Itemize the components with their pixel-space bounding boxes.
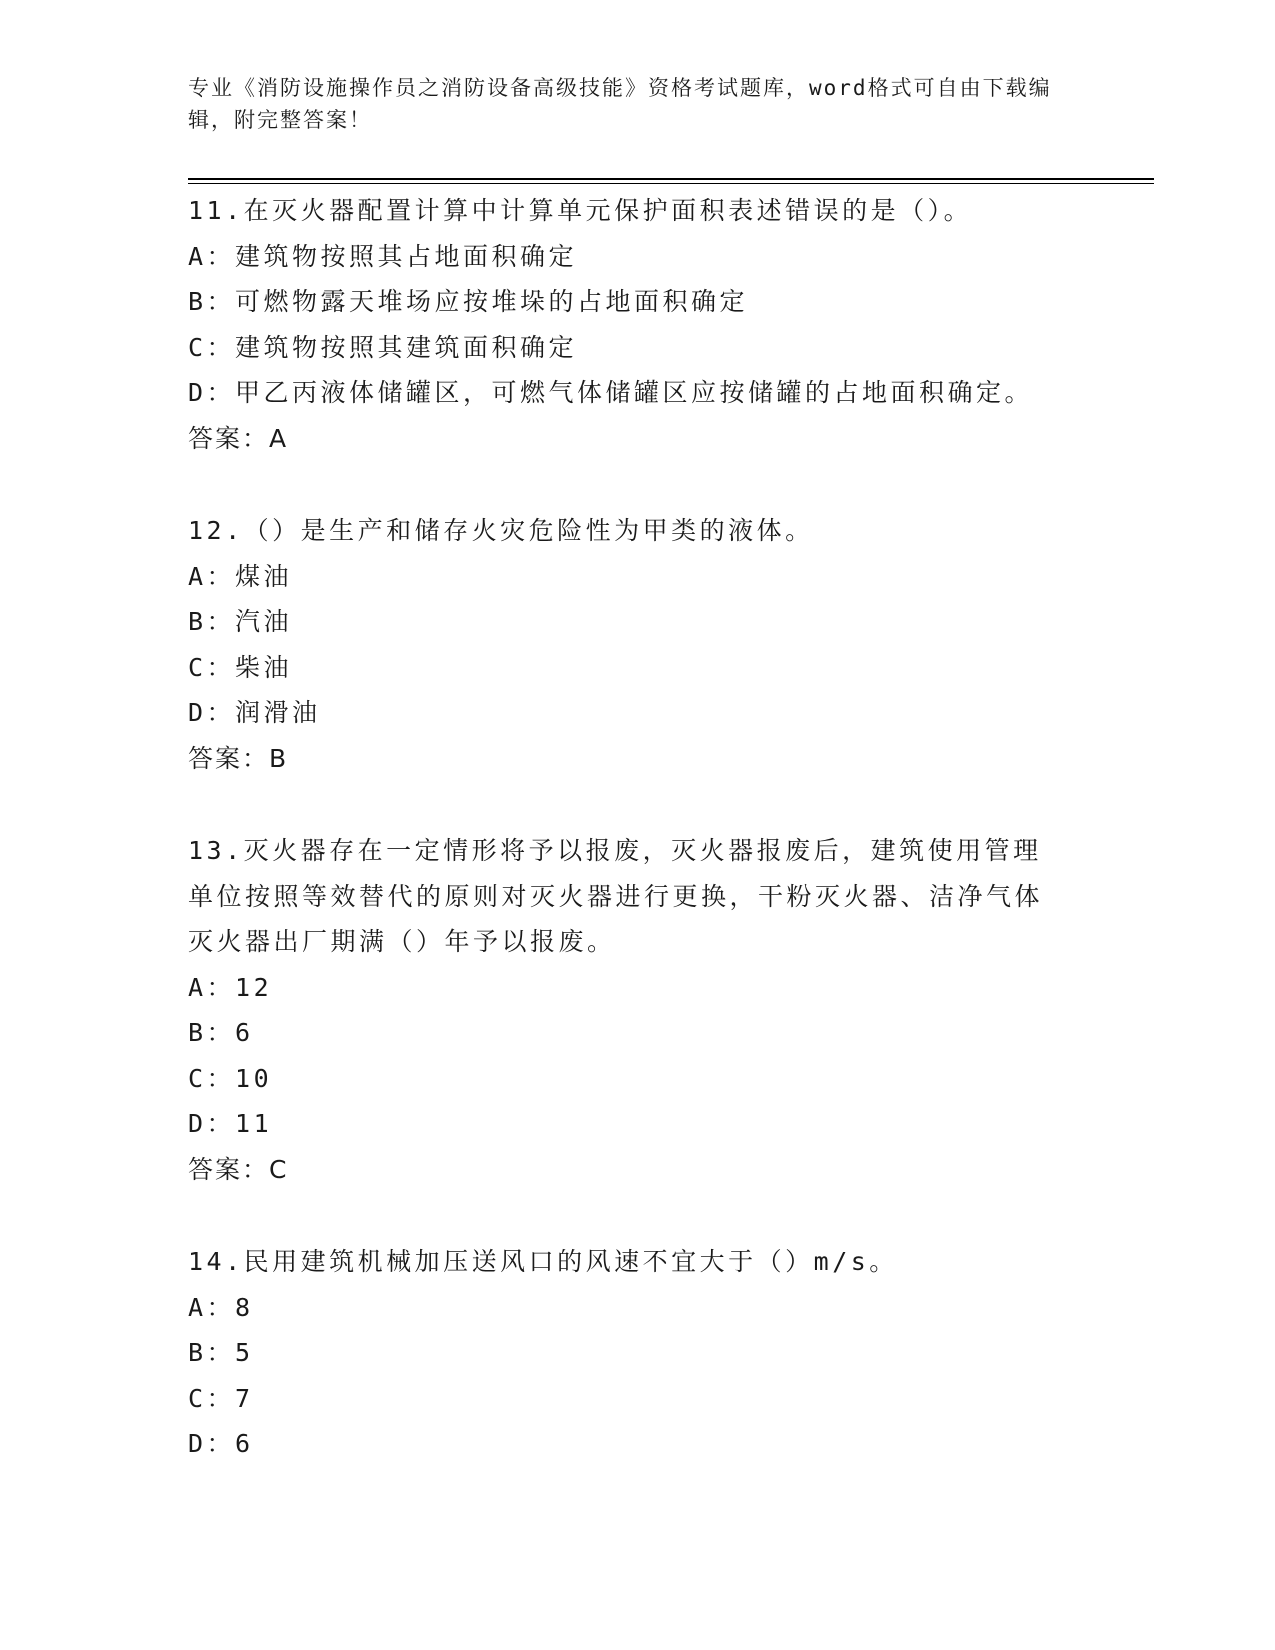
option-c: C：7	[188, 1383, 254, 1413]
option-a: A：12	[188, 972, 273, 1002]
question-stem: 12.（）是生产和储存火灾危险性为甲类的液体。	[188, 516, 814, 545]
question-gap	[188, 781, 1088, 828]
question-14	[188, 1239, 1088, 1467]
option-c: C：柴油	[188, 652, 293, 682]
answer: 答案：C	[188, 1154, 289, 1184]
option-c: C：10	[188, 1063, 273, 1093]
question-list	[188, 188, 1088, 1467]
option-b: B：汽油	[188, 607, 293, 636]
option-d: D：润滑油	[188, 698, 321, 727]
header-rule-thick	[188, 178, 1154, 180]
question-stem: 13.灭火器存在一定情形将予以报废，灭火器报废后，建筑使用管理单位按照等效替代的原则对灭火器进行更换，干粉灭火器、洁净气体灭火器出厂期满（）年予以报废。	[188, 836, 1044, 956]
question-stem: 11.在灭火器配置计算中计算单元保护面积表述错误的是（）。	[188, 196, 973, 225]
question-gap	[188, 1192, 1088, 1239]
document-header: 专业《消防设施操作员之消防设备高级技能》资格考试题库，word格式可自由下载编辑，附完整答案！	[188, 76, 1052, 132]
option-b: B：5	[188, 1338, 254, 1367]
option-b: B：6	[188, 1018, 254, 1047]
option-d: D：11	[188, 1109, 273, 1138]
question-11	[188, 188, 1088, 461]
option-d: D：甲乙丙液体储罐区，可燃气体储罐区应按储罐的占地面积确定。	[188, 378, 1034, 407]
question-12	[188, 508, 1088, 781]
question-13	[188, 828, 1088, 1192]
option-a: A：8	[188, 1292, 254, 1322]
option-c: C：建筑物按照其建筑面积确定	[188, 332, 578, 362]
question-gap	[188, 461, 1088, 508]
header-rule-thin	[188, 183, 1154, 184]
answer: 答案：B	[188, 743, 289, 773]
option-a: A：建筑物按照其占地面积确定	[188, 241, 578, 271]
answer: 答案：A	[188, 423, 289, 453]
option-d: D：6	[188, 1429, 254, 1458]
option-a: A：煤油	[188, 561, 293, 591]
option-b: B：可燃物露天堆场应按堆垛的占地面积确定	[188, 287, 749, 316]
question-stem: 14.民用建筑机械加压送风口的风速不宜大于（）m/s。	[188, 1247, 898, 1276]
